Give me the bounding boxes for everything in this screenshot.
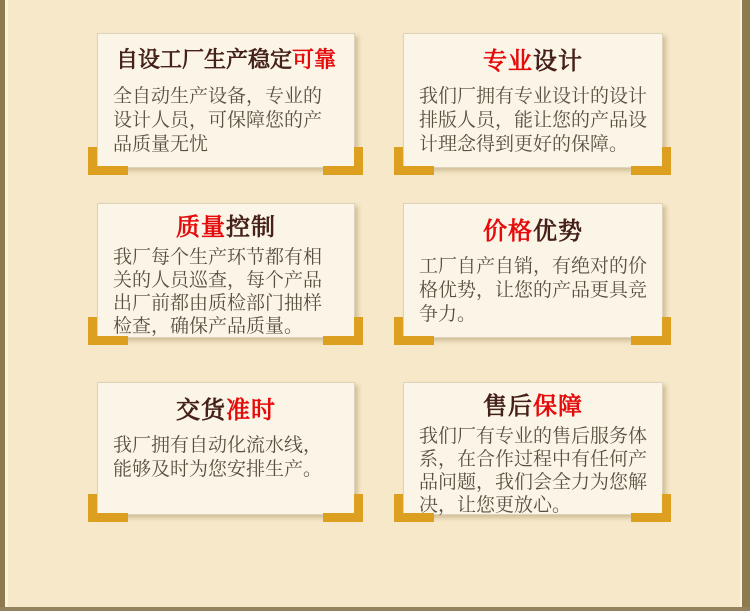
- title-text: 设计: [533, 47, 583, 75]
- corner-bracket-bottom-right-icon: [631, 317, 671, 345]
- card-body-text: 工厂自产自销，有绝对的价格优势，让您的产品更具竞争力。: [419, 255, 648, 325]
- title-text: 优势: [533, 217, 583, 245]
- title-highlight-text: 准时: [226, 396, 276, 424]
- title-highlight-text: 可靠: [292, 48, 337, 73]
- card-title: [412, 216, 654, 246]
- card-title: [412, 46, 654, 76]
- title-text: 控制: [226, 213, 276, 241]
- corner-bracket-bottom-right-icon: [631, 494, 671, 522]
- corner-bracket-bottom-right-icon: [323, 494, 363, 522]
- card-body-text: 我厂每个生产环节都有相关的人员巡查，每个产品出厂前都由质检部门抽样检查，确保产品质量。: [113, 246, 323, 337]
- corner-bracket-bottom-left-icon: [88, 147, 128, 175]
- title-highlight-text: 质量: [176, 213, 226, 241]
- corner-bracket-bottom-left-icon: [394, 317, 434, 345]
- card-title: [106, 395, 346, 425]
- bottom-edge-border: [0, 607, 750, 611]
- card-title: [106, 213, 346, 241]
- card-body-text: 我厂拥有自动化流水线，能够及时为您安排生产。: [113, 434, 323, 480]
- corner-bracket-bottom-right-icon: [323, 147, 363, 175]
- card-title: [412, 392, 654, 420]
- corner-bracket-bottom-left-icon: [394, 147, 434, 175]
- corner-bracket-bottom-left-icon: [88, 494, 128, 522]
- corner-bracket-bottom-left-icon: [394, 494, 434, 522]
- title-highlight-text: 价格: [483, 217, 533, 245]
- title-text: 自设工厂生产稳定: [115, 48, 292, 73]
- title-text: 交货: [176, 396, 226, 424]
- title-text: 售后: [483, 392, 533, 420]
- left-edge-border: [0, 0, 8, 611]
- right-edge-border: [740, 0, 750, 611]
- feature-card-on-time-delivery: [97, 382, 355, 515]
- title-highlight-text: 保障: [533, 392, 583, 420]
- card-body-text: 全自动生产设备，专业的设计人员，可保障您的产品质量无忧: [113, 85, 323, 155]
- feature-card-stable-production: [97, 33, 355, 168]
- title-highlight-text: 专业: [483, 47, 533, 75]
- card-title: [106, 46, 346, 76]
- corner-bracket-bottom-right-icon: [631, 147, 671, 175]
- card-body-text: 我们厂有专业的售后服务体系，在合作过程中有任何产品问题，我们会全力为您解决，让您更放心。: [419, 425, 648, 516]
- corner-bracket-bottom-right-icon: [323, 317, 363, 345]
- feature-card-after-sales-support: [403, 382, 663, 515]
- corner-bracket-bottom-left-icon: [88, 317, 128, 345]
- feature-card-price-advantage: [403, 203, 663, 338]
- feature-card-professional-design: [403, 33, 663, 168]
- card-body-text: 我们厂拥有专业设计的设计排版人员，能让您的产品设计理念得到更好的保障。: [419, 85, 648, 155]
- feature-card-quality-control: [97, 203, 355, 338]
